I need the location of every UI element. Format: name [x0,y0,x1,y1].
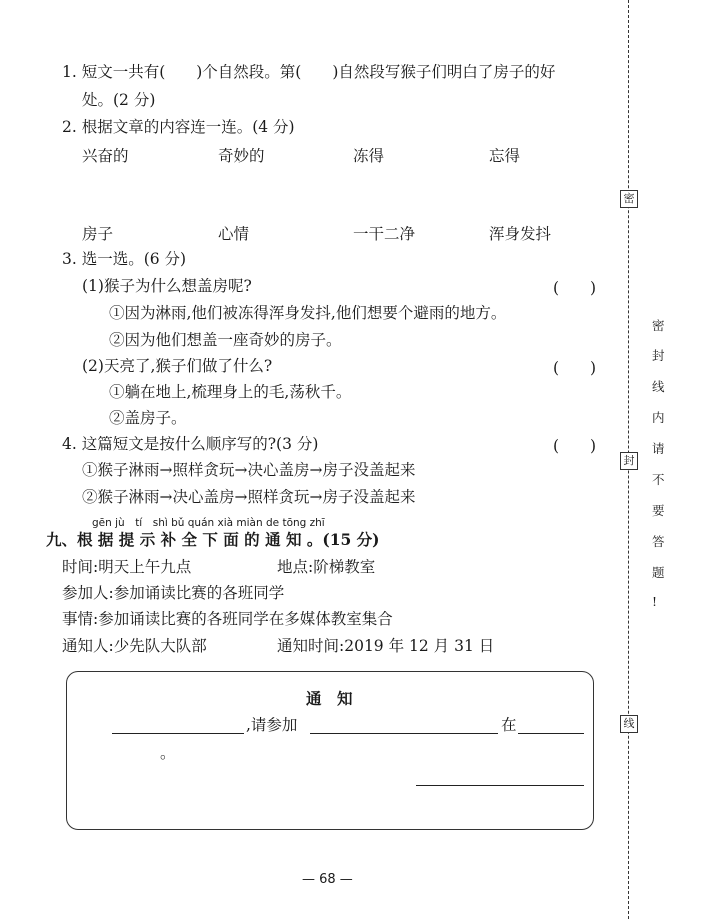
page-number: — 68 — [302,872,353,887]
notice-blank-signature[interactable] [416,785,584,786]
q2-bottom-word[interactable]: 房子 [82,225,114,243]
margin-note-char: 线 [652,379,665,394]
notice-period: 。 [160,744,176,762]
margin-note-char: 密 [652,318,665,333]
margin-note-char: 内 [652,410,665,425]
margin-note-char: 题 [652,565,665,580]
info-notifier: 通知人:少先队大队部 [62,637,207,655]
notice-at: 在 [501,716,517,734]
q3-2-option-a: ①躺在地上,梳理身上的毛,荡秋千。 [109,383,352,401]
q4-heading: 4. 这篇短文是按什么顺序写的?(3 分) [62,435,319,453]
q3-1-option-a: ①因为淋雨,他们被冻得浑身发抖,他们想要个避雨的地方。 [109,304,507,322]
q2-heading: 2. 根据文章的内容连一连。(4 分) [62,118,295,136]
info-matter: 事情:参加诵读比赛的各班同学在多媒体教室集合 [62,610,393,628]
notice-blank-addressee[interactable] [112,733,244,734]
info-participants: 参加人:参加诵读比赛的各班同学 [62,584,285,602]
info-notify-time: 通知时间:2019 年 12 月 31 日 [277,637,495,655]
info-place: 地点:阶梯教室 [277,558,376,576]
q2-bottom-word[interactable]: 浑身发抖 [489,225,552,243]
q4-answer-blank[interactable]: ( ) [553,437,597,455]
info-time: 时间:明天上午九点 [62,558,192,576]
q3-1-option-b: ②因为他们想盖一座奇妙的房子。 [109,331,342,349]
q3-1-answer-blank[interactable]: ( ) [553,279,597,297]
q3-2-answer-blank[interactable]: ( ) [553,359,597,377]
q3-2-question: (2)天亮了,猴子们做了什么? [82,357,273,375]
q2-top-word[interactable]: 忘得 [489,147,521,165]
notice-title: 通 知 [306,689,353,708]
q4-option-a: ①猴子淋雨→照样贪玩→决心盖房→房子没盖起来 [82,461,416,479]
notice-blank-event[interactable] [310,733,498,734]
q4-option-b: ②猴子淋雨→决心盖房→照样贪玩→房子没盖起来 [82,488,416,506]
margin-note-char: 请 [652,441,665,456]
notice-please-join: ,请参加 [246,716,298,734]
q3-2-option-b: ②盖房子。 [109,409,187,427]
notice-blank-place[interactable] [518,733,584,734]
seal-mark-bottom: 线 [620,715,638,733]
margin-note-char: 不 [652,472,665,487]
margin-note-char: 封 [652,348,665,363]
margin-note-char: 答 [652,534,665,549]
seal-mark-mid: 封 [620,452,638,470]
q2-top-word[interactable]: 奇妙的 [218,147,265,165]
margin-note-char: 要 [652,503,665,518]
q2-top-word[interactable]: 兴奋的 [82,147,129,165]
q3-1-question: (1)猴子为什么想盖房呢? [82,277,252,295]
q3-heading: 3. 选一选。(6 分) [62,250,187,268]
q1-line2: 处。(2 分) [82,91,156,109]
seal-mark-top: 密 [620,190,638,208]
margin-note-char: ! [652,594,658,609]
q2-bottom-word[interactable]: 心情 [218,225,250,243]
q2-bottom-word[interactable]: 一干二净 [353,225,416,243]
section9-title: 九、根 据 提 示 补 全 下 面 的 通 知 。(15 分) [46,530,380,549]
q2-top-word[interactable]: 冻得 [353,147,385,165]
section9-pinyin: gēn jù tí shì bǔ quán xià miàn de tōng zhī [92,517,325,529]
q1-line1: 1. 短文一共有( )个自然段。第( )自然段写猴子们明白了房子的好 [62,63,556,81]
